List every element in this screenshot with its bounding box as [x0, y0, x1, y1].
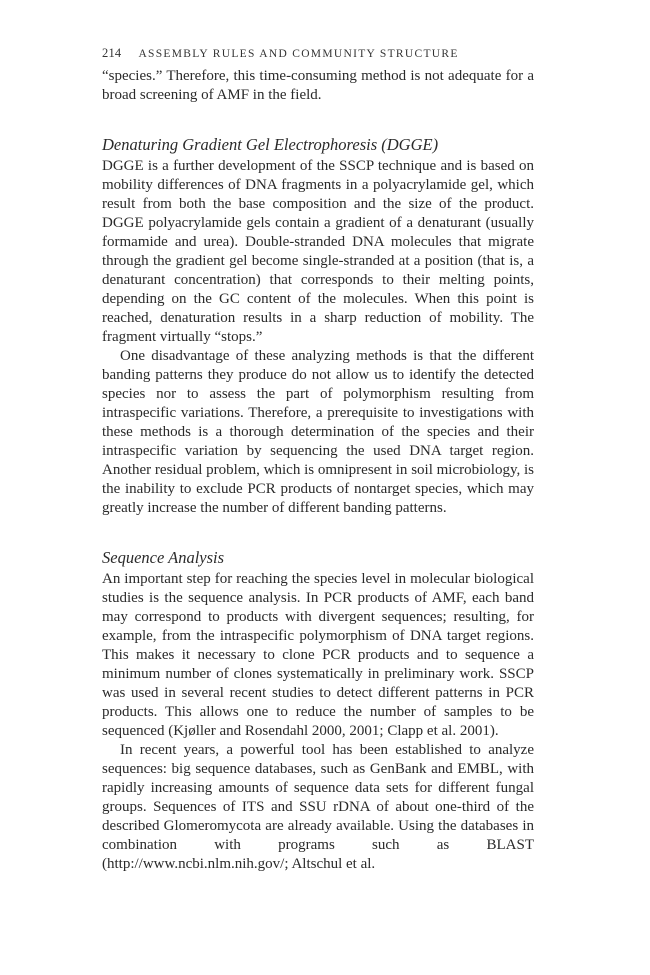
section-heading-dgge: Denaturing Gradient Gel Electrophoresis (DGGE) [102, 135, 439, 154]
page-number: 214 [102, 46, 122, 60]
paragraph-dgge-2: One disadvantage of these analyzing methods is that the different banding patterns they produce do not allow us to identify the detected species nor to assess the part of polymorphism resulting from intraspecific variations. Therefore, a prerequisite to investigations with these methods is a thorough determination of the species and their intraspecific variation by sequencing the used DNA target region. Another residual problem, which is omnipresent in soil microbiology, is the inability to exclude PCR products of nontarget species, which may greatly increase the number of different banding patterns. [102, 348, 534, 516]
paragraph-dgge-1: DGGE is a further development of the SSCP technique and is based on mobility differences of DNA fragments in a polyacrylamide gel, which result from both the base composition and the size of the product. DGGE polyacrylamide gels contain a gradient of a denaturant (usually formamide and urea). Double-stranded DNA molecules that migrate through the gradient gel become single-stranded at a position (that is, a denaturant concentration) that corresponds to their melting points, depending on the GC content of the molecules. When this point is reached, denaturation results in a sharp reduction of mobility. The fragment virtually “stops.” [102, 158, 534, 345]
running-title: ASSEMBLY RULES AND COMMUNITY STRUCTURE [138, 48, 459, 60]
running-header [102, 46, 542, 61]
paragraph-sequence-2: In recent years, a powerful tool has been established to analyze sequences: big sequence databases, such as GenBank and EMBL, with rapidly increasing amounts of sequence data sets for different fungal groups. Sequences of ITS and SSU rDNA of about one-third of the described Glomeromycota are already available. Using the databases in combination with programs such as BLAST (http://www.ncbi.nlm.nih.gov/; Altschul et al. [102, 742, 534, 872]
paragraph-sequence-1: An important step for reaching the species level in molecular biological studies is the sequence analysis. In PCR products of AMF, each band may correspond to products with divergent sequences; resulting, for example, from the intraspecific polymorphism of DNA target regions. This makes it necessary to clone PCR products and to sequence a minimum number of clones systematically in preliminary work. SSCP was used in several recent studies to detect different patterns in PCR products. This allows one to reduce the number of samples to be sequenced (Kjøller and Rosendahl 2000, 2001; Clapp et al. 2001). [102, 571, 534, 739]
body-text [102, 67, 534, 874]
section-heading-sequence-analysis: Sequence Analysis [102, 548, 225, 567]
paragraph-continuation: “species.” Therefore, this time-consuming method is not adequate for a broad screening of AMF in the field. [102, 68, 534, 103]
